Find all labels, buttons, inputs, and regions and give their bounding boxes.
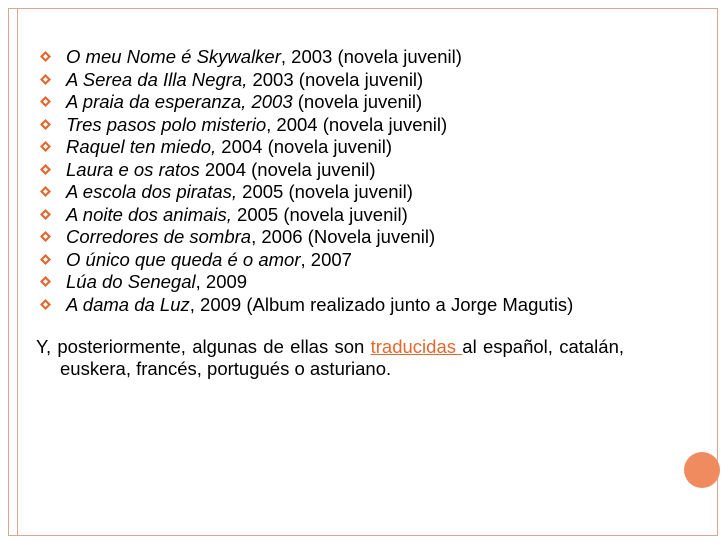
slide-content [36,46,624,398]
work-details: 2005 (novela juvenil) [237,181,413,202]
diamond-bullet-icon [40,164,51,175]
work-details: , 2007 [300,248,352,270]
work-title: A dama da Luz [66,293,190,315]
list-item [40,181,624,203]
list-item [40,114,624,136]
diamond-bullet-icon [40,119,51,130]
work-details: 2003 (novela juvenil) [247,68,424,90]
list-item [40,159,624,181]
paragraph-text-before: Y, posteriormente, algunas de ellas son [36,335,371,357]
left-rule [17,8,18,536]
list-item [40,91,624,113]
list-item [40,69,624,91]
work-details: , 2004 (novela juvenil) [266,113,448,135]
list-item [40,271,624,293]
list-item [40,136,624,158]
work-title: A Serea da Illa Negra, [66,68,248,90]
work-details: , 2006 (Novela juvenil) [251,226,436,247]
work-title: Tres pasos polo misterio [66,113,267,135]
translation-paragraph [36,336,624,380]
work-title: Raquel ten miedo, [66,136,217,157]
works-list [40,46,624,316]
decorative-circle [684,452,720,488]
list-item [40,249,624,271]
work-details: (novela juvenil) [292,91,423,112]
work-details: 2004 (novela juvenil) [216,136,393,157]
diamond-bullet-icon [40,276,51,287]
work-title: O único que queda é o amor [66,248,301,270]
work-title: A noite dos animais, [66,203,232,225]
list-item [40,204,624,226]
list-item [40,226,624,248]
translations-link[interactable]: traducidas [370,335,463,357]
diamond-bullet-icon [40,209,51,220]
diamond-bullet-icon [40,254,51,265]
diamond-bullet-icon [40,74,51,85]
diamond-bullet-icon [40,141,51,152]
diamond-bullet-icon [40,231,51,242]
diamond-bullet-icon [40,96,51,107]
work-details: , 2009 (Album realizado junto a Jorge Magutis) [189,293,574,315]
paragraph-text-after: al español, catalán, euskera, francés, portugués o asturiano. [60,335,624,379]
work-title: Lúa do Senegal [66,271,196,292]
work-title: A escola dos piratas, [66,181,238,202]
work-title: Laura e os ratos [66,158,200,180]
work-title: Corredores de sombra [66,226,252,247]
work-details: , 2003 (novela juvenil) [280,46,462,67]
work-title: A praia da esperanza, 2003 [66,91,293,112]
diamond-bullet-icon [40,186,51,197]
work-details: 2005 (novela juvenil) [231,203,408,225]
list-item [40,46,624,68]
diamond-bullet-icon [40,51,51,62]
diamond-bullet-icon [40,299,51,310]
work-title: O meu Nome é Skywalker [66,46,281,67]
work-details: , 2009 [195,271,248,292]
list-item [40,294,624,316]
work-details: 2004 (novela juvenil) [199,158,376,180]
